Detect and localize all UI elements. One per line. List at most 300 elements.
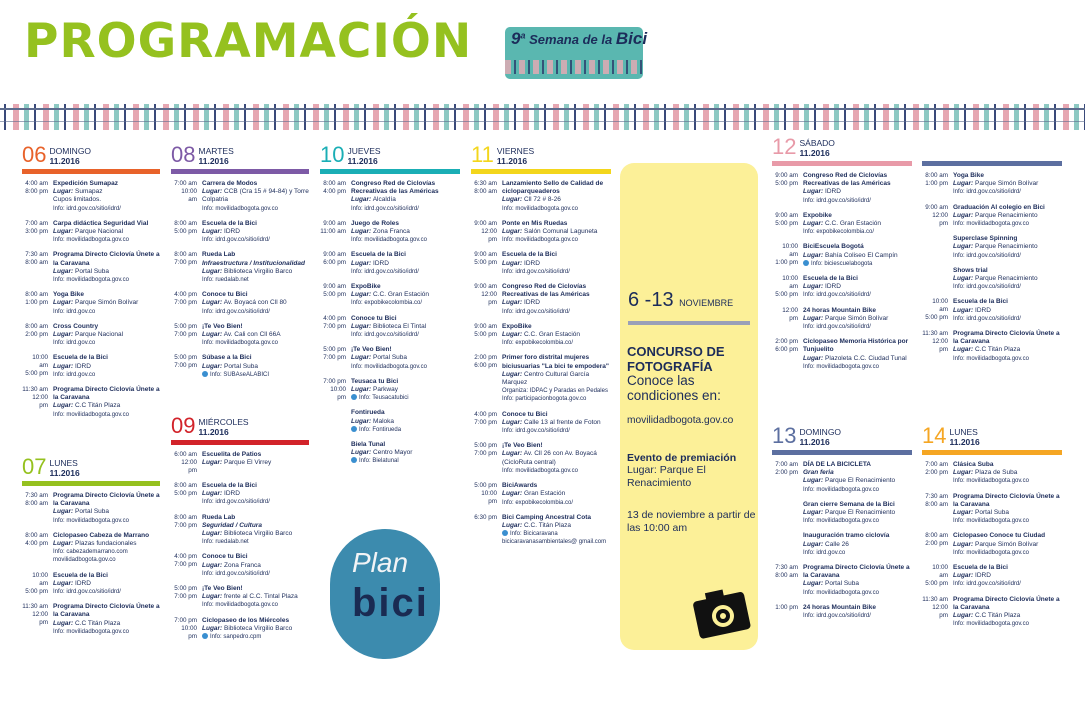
- event-time: 8:00 am 2:00 pm: [25, 322, 48, 338]
- event-info-text[interactable]: Info: idrd.gov.co/sitio/idrd/: [202, 237, 270, 244]
- event-info[interactable]: [351, 236, 460, 244]
- event-info-text[interactable]: Info: expobikecolombia.co/: [502, 340, 574, 347]
- event-item: [471, 220, 611, 245]
- event-info[interactable]: [351, 426, 460, 434]
- event-info[interactable]: [803, 197, 912, 205]
- event-name: Escuela de la Bici: [53, 354, 108, 362]
- event-info-text[interactable]: Info: SUBAseALABICI: [210, 371, 270, 378]
- event-info-text[interactable]: Info: cabezademarrano.com movilidadbogota.gov.co: [53, 549, 128, 564]
- event-location: [953, 275, 1062, 283]
- badge-pattern: [505, 60, 643, 74]
- event-body: [53, 220, 160, 245]
- event-body: [351, 251, 460, 276]
- event-info-text[interactable]: Info: idrd.gov.co/sitio/idrd/: [202, 308, 270, 315]
- day-number: 07: [22, 454, 47, 479]
- event-info-text[interactable]: Info: movilidadbogota.gov.co: [53, 517, 129, 524]
- event-info[interactable]: [202, 538, 309, 546]
- event-subtitle: Gran feria: [803, 469, 834, 477]
- event-info[interactable]: [351, 394, 460, 402]
- event-name: Ciclopaseo Conoce tu Ciudad: [953, 532, 1046, 540]
- event-info[interactable]: [953, 477, 1062, 485]
- event-body: [803, 604, 912, 620]
- event-item: [22, 323, 160, 348]
- event-info-text[interactable]: Info: idrd.gov.co/sitio/idrd/: [351, 332, 419, 339]
- event-info[interactable]: [202, 205, 309, 213]
- event-item: [922, 461, 1062, 486]
- event-info[interactable]: [202, 601, 309, 609]
- location-label: Lugar:: [502, 228, 523, 236]
- event-info[interactable]: [502, 205, 611, 213]
- event-location: [502, 371, 611, 387]
- event-info[interactable]: [953, 620, 1062, 628]
- location-value: IDRD: [224, 228, 240, 236]
- event-info[interactable]: [202, 339, 309, 347]
- event-body: [953, 204, 1062, 229]
- event-time: 5:00 pm 7:00 pm: [174, 322, 197, 338]
- event-info-text[interactable]: Info: idrd.gov.co/sitio/idrd/: [953, 252, 1021, 259]
- event-location: [351, 323, 460, 331]
- logo-plan: Plan: [352, 547, 409, 578]
- location-value: Av. Boyacá con Cll 80: [223, 299, 287, 307]
- facebook-icon: [803, 260, 809, 266]
- event-info[interactable]: [502, 339, 611, 347]
- event-time: 2:00 pm 6:00 pm: [775, 338, 798, 354]
- event-info-text[interactable]: Info: idrd.gov.co/sitio/idrd/: [53, 205, 121, 212]
- event-info-text[interactable]: Info: idrd.gov.co/sitio/idrd/: [202, 570, 270, 577]
- day-color-bar: [772, 161, 912, 166]
- event-time: 11:30 am 12:00 pm: [22, 603, 48, 627]
- event-info[interactable]: [202, 236, 309, 244]
- event-info-text[interactable]: Info: movilidadbogota.gov.co: [202, 602, 278, 609]
- event-info[interactable]: [803, 612, 912, 620]
- event-body: [202, 251, 309, 284]
- event-info[interactable]: [803, 291, 912, 299]
- day-color-bar: [471, 169, 611, 174]
- location-value: Av. Cll 26 con Av. Boyacá (CicloRuta central): [502, 450, 597, 466]
- location-value: Parque Simón Bolívar: [975, 180, 1039, 188]
- event-info-text[interactable]: Info: movilidadbogota.gov.co: [953, 478, 1029, 485]
- event-info[interactable]: [53, 308, 160, 316]
- location-label: Lugar:: [53, 402, 74, 410]
- event-location: [351, 291, 460, 299]
- weekday: DOMINGO: [799, 427, 842, 437]
- event-info-text[interactable]: Info: movilidadbogota.gov.co: [53, 277, 129, 284]
- event-item: [320, 180, 460, 213]
- event-time: 8:00 am 1:00 pm: [25, 291, 48, 307]
- event-time: 5:00 pm 7:00 pm: [174, 354, 197, 370]
- location-value: Calle 26: [825, 540, 849, 548]
- event-info[interactable]: [202, 371, 309, 379]
- event-name: Escuela de la Bici: [803, 275, 858, 283]
- day-block-14: [922, 424, 1062, 635]
- event-info-text[interactable]: Info: sanpedro.cpm: [210, 634, 262, 641]
- event-info[interactable]: [351, 299, 460, 307]
- event-info[interactable]: [803, 323, 912, 331]
- event-info[interactable]: [803, 228, 912, 236]
- event-time: 11:30 am 12:00 pm: [922, 595, 948, 619]
- location-value: Gran Estación: [524, 490, 566, 498]
- location-label: Lugar:: [202, 490, 223, 498]
- event-name: Graduación Al colegio en Bici: [953, 203, 1045, 211]
- location-value: Centro Cultural García Marquez: [502, 370, 590, 387]
- event-item: [171, 553, 309, 578]
- event-info-text[interactable]: Info: movilidadbogota.gov.co: [502, 467, 578, 474]
- event-info[interactable]: [953, 315, 1062, 323]
- day-header: [922, 424, 1062, 450]
- day-header: [772, 424, 912, 450]
- location-value: IDRD: [524, 259, 540, 267]
- event-info[interactable]: [53, 411, 160, 419]
- day-label: [198, 143, 233, 166]
- day-number: 14: [922, 423, 947, 448]
- event-info[interactable]: [953, 549, 1062, 557]
- photo-contest-panel: [620, 163, 758, 650]
- event-info[interactable]: [502, 236, 611, 244]
- event-time: 8:00 am 7:00 pm: [174, 251, 197, 267]
- event-info-text[interactable]: Info: idrd.gov.co/sitio/idrd/: [953, 581, 1021, 588]
- event-info-text[interactable]: Info: idrd.gov.co/sitio/idrd/: [502, 268, 570, 275]
- event-info[interactable]: [53, 339, 160, 347]
- day-label: [49, 455, 79, 478]
- day-label: [497, 143, 534, 166]
- day-header: [171, 143, 309, 169]
- month: 11.2016: [49, 468, 80, 478]
- event-info-text[interactable]: Info: movilidadbogota.gov.co: [953, 621, 1029, 628]
- event-time: 8:00 am 7:00 pm: [174, 513, 197, 529]
- event-info[interactable]: [351, 205, 460, 213]
- event-body: [953, 493, 1062, 526]
- event-info-text[interactable]: Info: movilidadbogota.gov.co: [803, 518, 879, 525]
- event-location: [953, 346, 1062, 354]
- event-info-text[interactable]: Info: movilidadbogota.gov.co: [53, 237, 129, 244]
- event-info[interactable]: [953, 355, 1062, 363]
- location-value: Centro Mayor: [373, 449, 413, 457]
- event-info-text[interactable]: Info: idrd.gov.co/sitio/idrd/: [803, 197, 871, 204]
- event-item: [320, 315, 460, 340]
- event-time: [772, 501, 803, 526]
- event-info-text[interactable]: Info: expobikecolombia.co/: [502, 499, 574, 506]
- event-info-text[interactable]: Info: idrd.gov.co/sitio/idrd/: [351, 205, 419, 212]
- event-location: [53, 228, 160, 236]
- event-body: [803, 212, 912, 237]
- event-body: [202, 451, 309, 475]
- event-location: [502, 522, 611, 530]
- event-name: Teusaca tu Bici: [351, 377, 399, 385]
- event-info[interactable]: [502, 467, 611, 475]
- location-label: Lugar:: [53, 267, 74, 275]
- event-info[interactable]: [953, 517, 1062, 525]
- event-info-text[interactable]: Info: movilidadbogota.gov.co: [953, 355, 1029, 362]
- event-info[interactable]: [53, 236, 160, 244]
- event-body: [351, 315, 460, 340]
- event-name: Programa Directo Ciclovía Únete a la Caravana: [953, 492, 1060, 508]
- event-info[interactable]: [953, 283, 1062, 291]
- day-color-bar: [171, 169, 309, 174]
- event-name: Programa Directo Ciclovía Únete a la Caravana: [803, 564, 910, 580]
- event-info-text[interactable]: Info: ruedalab.net: [202, 277, 249, 284]
- event-info[interactable]: [502, 499, 611, 507]
- event-item: [471, 283, 611, 316]
- event-info-text[interactable]: Info: idrd.gov.co: [53, 340, 96, 347]
- event-location: [351, 228, 460, 236]
- event-info[interactable]: [502, 387, 611, 403]
- event-info[interactable]: [953, 220, 1062, 228]
- event-item: [171, 251, 309, 284]
- event-location: [53, 299, 160, 307]
- event-body: [351, 346, 460, 371]
- event-info-text[interactable]: Info: Bielatunal: [359, 458, 399, 465]
- location-value: Parque Nacional: [75, 331, 124, 339]
- event-info[interactable]: [53, 548, 160, 564]
- location-value: IDRD: [75, 362, 91, 370]
- event-body: [803, 338, 912, 371]
- event-info-text[interactable]: Info: Teusacatubici: [359, 395, 409, 402]
- event-info[interactable]: [53, 276, 160, 284]
- event-item: [171, 180, 309, 213]
- event-item: [471, 323, 611, 348]
- day-label: [949, 424, 979, 447]
- event-time: 4:00 pm 7:00 pm: [174, 553, 197, 569]
- event-info[interactable]: [502, 308, 611, 316]
- event-item: [922, 493, 1062, 526]
- facebook-icon: [351, 426, 357, 432]
- event-info[interactable]: [351, 331, 460, 339]
- event-info-text[interactable]: Info: movilidadbogota.gov.co: [953, 518, 1029, 525]
- event-info[interactable]: [53, 588, 160, 596]
- event-info-text[interactable]: Info: movilidadbogota.gov.co: [803, 589, 879, 596]
- event-info[interactable]: [202, 308, 309, 316]
- event-body: [502, 354, 611, 403]
- event-info-text[interactable]: Info: movilidadbogota.gov.co: [502, 237, 578, 244]
- location-label: Lugar:: [502, 418, 523, 426]
- event-body: [53, 291, 160, 316]
- event-info-text[interactable]: Info: idrd.gov.co/sitio/idrd/: [502, 428, 570, 435]
- location-label: Lugar:: [502, 259, 523, 267]
- event-time: 9:00 am 5:00 pm: [323, 283, 346, 299]
- event-name: Biela Tunal: [351, 441, 386, 449]
- event-info-text[interactable]: Organiza: IDPAC y Paradas en Pedales Info: participacionbogota.gov.co: [502, 388, 608, 403]
- day-block-06: [22, 143, 160, 426]
- event-location: [202, 299, 309, 307]
- event-item: [922, 204, 1062, 229]
- month: 11.2016: [799, 437, 830, 447]
- location-value: Parkway: [373, 386, 398, 394]
- event-info[interactable]: [202, 276, 309, 284]
- event-time: [320, 441, 351, 466]
- event-body: [202, 553, 309, 578]
- event-info[interactable]: [502, 268, 611, 276]
- event-info[interactable]: [803, 517, 912, 525]
- event-location: [502, 450, 611, 466]
- day-color-bar: [22, 169, 160, 174]
- event-time: 6:30 pm: [474, 513, 497, 521]
- day-color-bar: [171, 440, 309, 445]
- event-time: 7:30 am 8:00 am: [775, 564, 798, 580]
- location-label: Lugar:: [53, 299, 74, 307]
- event-item: [22, 354, 160, 379]
- event-time: 5:00 pm 10:00 pm: [474, 482, 497, 506]
- event-info[interactable]: [803, 363, 912, 371]
- event-name: Yoga Bike: [53, 291, 84, 299]
- event-item: [772, 275, 912, 300]
- event-info[interactable]: [202, 498, 309, 506]
- event-info[interactable]: [202, 633, 309, 641]
- event-info[interactable]: [502, 530, 611, 546]
- contest-dates: 6 -13 NOVIEMBRE: [628, 289, 734, 311]
- event-item: [922, 564, 1062, 589]
- event-info-text[interactable]: Info: movilidadbogota.gov.co: [502, 205, 578, 212]
- location-label: Lugar:: [953, 211, 974, 219]
- event-item: [772, 564, 912, 597]
- location-value: Parque Renacimiento: [975, 243, 1038, 251]
- event-info-text[interactable]: Info: movilidadbogota.gov.co: [53, 628, 129, 635]
- event-info-text[interactable]: Info: idrd.gov.co: [803, 549, 846, 556]
- event-item: [772, 243, 912, 268]
- event-body: [502, 323, 611, 348]
- event-name: Congreso Red de Ciclovías Recreativas de las Américas: [803, 172, 891, 188]
- event-item: [471, 251, 611, 276]
- event-info-text[interactable]: Info: expobikecolombia.co/: [803, 229, 875, 236]
- event-item: [471, 442, 611, 475]
- event-item: [922, 330, 1062, 363]
- event-info-text[interactable]: Info: movilidadbogota.gov.co: [202, 205, 278, 212]
- event-info[interactable]: [351, 363, 460, 371]
- event-info-text[interactable]: Info: idrd.gov.co/sitio/idrd/: [502, 308, 570, 315]
- event-info-text[interactable]: Info: movilidadbogota.gov.co: [202, 340, 278, 347]
- contest-url[interactable]: movilidadbogota.gov.co: [627, 415, 734, 426]
- event-info[interactable]: [502, 427, 611, 435]
- event-info[interactable]: [953, 252, 1062, 260]
- event-info[interactable]: [803, 260, 912, 268]
- event-info-text[interactable]: Info: Bicicaravana bicicaravanasambientales@ gmail.com: [502, 531, 607, 546]
- event-info-text[interactable]: Info: expobikecolombia.co/: [351, 300, 423, 307]
- event-body: [351, 441, 460, 466]
- event-item: [22, 492, 160, 525]
- day-color-bar: [922, 450, 1062, 455]
- event-info-text[interactable]: Info: idrd.gov.co/sitio/idrd/: [953, 315, 1021, 322]
- event-location: [351, 196, 460, 204]
- event-info-text[interactable]: Info: idrd.gov.co/sitio/idrd/: [202, 499, 270, 506]
- location-label: Lugar:: [502, 490, 523, 498]
- event-info-text[interactable]: Info: idrd.gov.co/sitio/idrd/: [53, 589, 121, 596]
- event-info[interactable]: [803, 549, 912, 557]
- event-info-text[interactable]: Info: idrd.gov.co/sitio/idrd/: [953, 284, 1021, 291]
- event-location: [351, 260, 460, 268]
- event-time: 8:00 am 4:00 pm: [323, 180, 346, 195]
- event-info-text[interactable]: Info: movilidadbogota.gov.co: [53, 411, 129, 418]
- event-info-text[interactable]: Info: biciescuelabogota: [811, 260, 873, 267]
- event-location: [803, 580, 912, 588]
- event-subtitle: Infraestructura / Institucionalidad: [202, 259, 305, 267]
- event-info-text[interactable]: Info: idrd.gov.co/sitio/idrd/: [803, 324, 871, 331]
- event-info-text[interactable]: Info: idrd.gov.co/sitio/idrd/: [803, 292, 871, 299]
- event-body: [803, 275, 912, 300]
- event-info-text[interactable]: Info: idrd.gov.co: [53, 371, 96, 378]
- facebook-icon: [202, 371, 208, 377]
- event-name: Ciclopaseo Cabeza de Marrano: [53, 531, 150, 539]
- event-info-text[interactable]: Info: movilidadbogota.gov.co: [351, 363, 427, 370]
- event-info-text[interactable]: Info: movilidadbogota.gov.co: [953, 549, 1029, 556]
- event-item: [320, 409, 460, 434]
- location-value: IDRD: [825, 283, 841, 291]
- event-item: [922, 532, 1062, 557]
- location-value: C.C. Gran Estación: [825, 220, 882, 228]
- event-item: [22, 386, 160, 419]
- event-info-text[interactable]: Info: ruedalab.net: [202, 539, 249, 546]
- event-info[interactable]: [803, 589, 912, 597]
- event-info-text[interactable]: Info: Fontirueda: [359, 426, 402, 433]
- event-info[interactable]: [53, 628, 160, 636]
- event-body: [502, 251, 611, 276]
- location-value: Biblioteca Virgilio Barco: [224, 267, 293, 275]
- location-value: IDRD: [975, 306, 991, 314]
- event-info[interactable]: [53, 371, 160, 379]
- location-label: Lugar:: [351, 196, 372, 204]
- event-info[interactable]: [202, 570, 309, 578]
- event-item: [772, 212, 912, 237]
- event-info-text[interactable]: Info: idrd.gov.co/sitio/idrd/: [351, 268, 419, 275]
- event-item: [772, 307, 912, 332]
- location-value: Portal Suba: [373, 354, 408, 362]
- weekday: LUNES: [949, 427, 978, 437]
- event-body: [502, 283, 611, 316]
- event-location: [953, 509, 1062, 517]
- event-info[interactable]: [53, 205, 160, 213]
- event-info-text[interactable]: Info: idrd.gov.co: [53, 308, 96, 315]
- event-info-text[interactable]: Info: movilidadbogota.gov.co: [953, 221, 1029, 228]
- event-info[interactable]: [351, 457, 460, 465]
- location-value: C.C Titán Plaza: [75, 619, 121, 627]
- event-info[interactable]: [53, 517, 160, 525]
- event-info[interactable]: [953, 188, 1062, 196]
- event-name: Programa Directo Ciclovía Únete a la Caravana: [53, 386, 160, 402]
- event-item: [922, 298, 1062, 323]
- event-info[interactable]: [351, 268, 460, 276]
- location-value: Portal Suba: [75, 267, 110, 275]
- event-name: Súbase a la Bici: [202, 354, 252, 362]
- location-value: Calle 13 al frente de Foton: [524, 418, 601, 426]
- event-location: [202, 530, 309, 538]
- location-value: Portal Suba: [825, 580, 860, 588]
- location-label: Lugar:: [351, 322, 372, 330]
- event-time: 9:00 am 12:00 pm: [925, 203, 948, 227]
- location-label: Lugar:: [351, 228, 372, 236]
- event-info-text[interactable]: Info: idrd.gov.co/sitio/idrd/: [803, 613, 871, 620]
- event-name: Conoce tu Bici: [202, 553, 248, 561]
- location-value: IDRD: [75, 579, 91, 587]
- event-location: [202, 593, 309, 601]
- event-item: [22, 572, 160, 597]
- event-info[interactable]: [953, 580, 1062, 588]
- event-time: 7:00 am 2:00 pm: [775, 461, 798, 476]
- contest-divider: [628, 321, 750, 325]
- day-header: [171, 414, 309, 440]
- event-info-text[interactable]: Info: idrd.gov.co/sitio/idrd/: [953, 189, 1021, 196]
- location-label: Lugar:: [953, 346, 974, 354]
- semana-bici-badge: [505, 27, 648, 79]
- event-info-text[interactable]: Info: movilidadbogota.gov.co: [351, 237, 427, 244]
- day-label: [49, 143, 91, 166]
- event-body: [502, 220, 611, 245]
- weekday: JUEVES: [347, 146, 381, 156]
- event-info[interactable]: [803, 486, 912, 494]
- event-info-text[interactable]: Info: movilidadbogota.gov.co: [803, 486, 879, 493]
- event-body: [53, 386, 160, 419]
- event-name: Shows trial: [953, 266, 988, 274]
- event-location: [803, 220, 912, 228]
- location-label: Lugar:: [53, 188, 74, 196]
- event-info-text[interactable]: Info: movilidadbogota.gov.co: [803, 363, 879, 370]
